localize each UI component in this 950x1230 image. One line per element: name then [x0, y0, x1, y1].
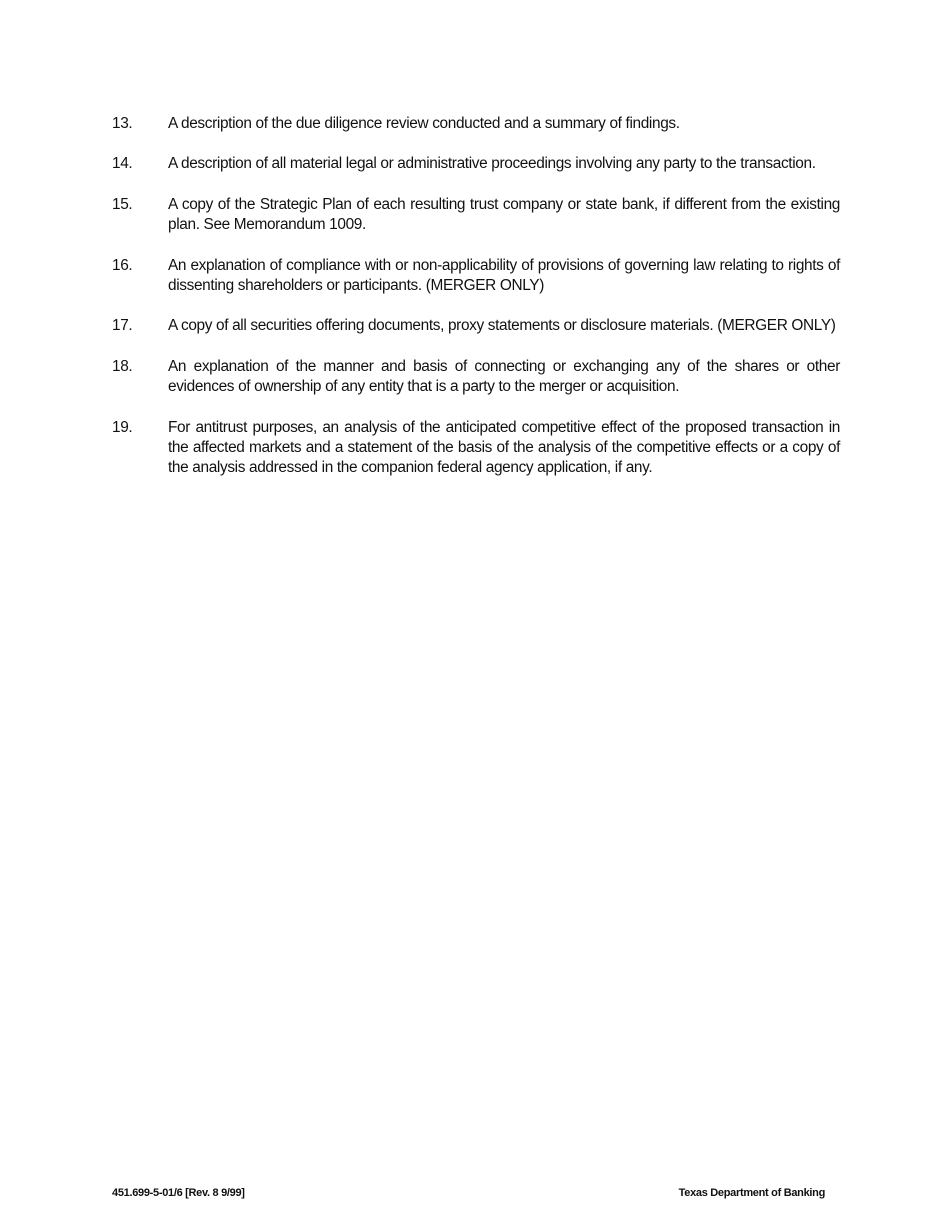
item-number: 15.: [112, 195, 133, 213]
requirements-list: [112, 114, 840, 499]
item-number: 14.: [112, 155, 133, 173]
list-item: [112, 114, 840, 134]
footer-agency: Texas Department of Banking: [678, 1187, 825, 1199]
footer-form-id: 451.699-5-01/6 [Rev. 8 9/99]: [112, 1187, 245, 1199]
item-text: A description of all material legal or administrative proceedings involving any party to the transaction.: [168, 155, 816, 173]
list-item: [112, 316, 840, 336]
item-text: A copy of all securities offering documents, proxy statements or disclosure materials. (MERGER ONLY): [168, 317, 836, 335]
list-item: [112, 154, 840, 174]
item-number: 16.: [112, 256, 133, 274]
item-text: An explanation of compliance with or non-applicability of provisions of governing law relating to rights of dissenting shareholders or participants. (MERGER ONLY): [168, 256, 840, 295]
item-text: A description of the due diligence review conducted and a summary of findings.: [168, 115, 680, 132]
list-item: [112, 418, 840, 479]
item-number: 17.: [112, 317, 133, 335]
item-number: 13.: [112, 115, 133, 132]
list-item: [112, 195, 840, 236]
item-text: A copy of the Strategic Plan of each resulting trust company or state bank, if different from the existing plan. See Memorandum 1009.: [168, 195, 840, 234]
list-item: [112, 256, 840, 297]
item-number: 19.: [112, 418, 133, 436]
item-number: 18.: [112, 357, 133, 375]
item-text: For antitrust purposes, an analysis of the anticipated competitive effect of the proposed transaction in the affected markets and a statement of the basis of the analysis of the competitive effects or a copy of the analysis addressed in the companion federal agency application, if any.: [168, 418, 840, 477]
item-text: An explanation of the manner and basis of connecting or exchanging any of the shares or other evidences of ownership of any entity that is a party to the merger or acquisition.: [168, 357, 840, 396]
list-item: [112, 357, 840, 398]
